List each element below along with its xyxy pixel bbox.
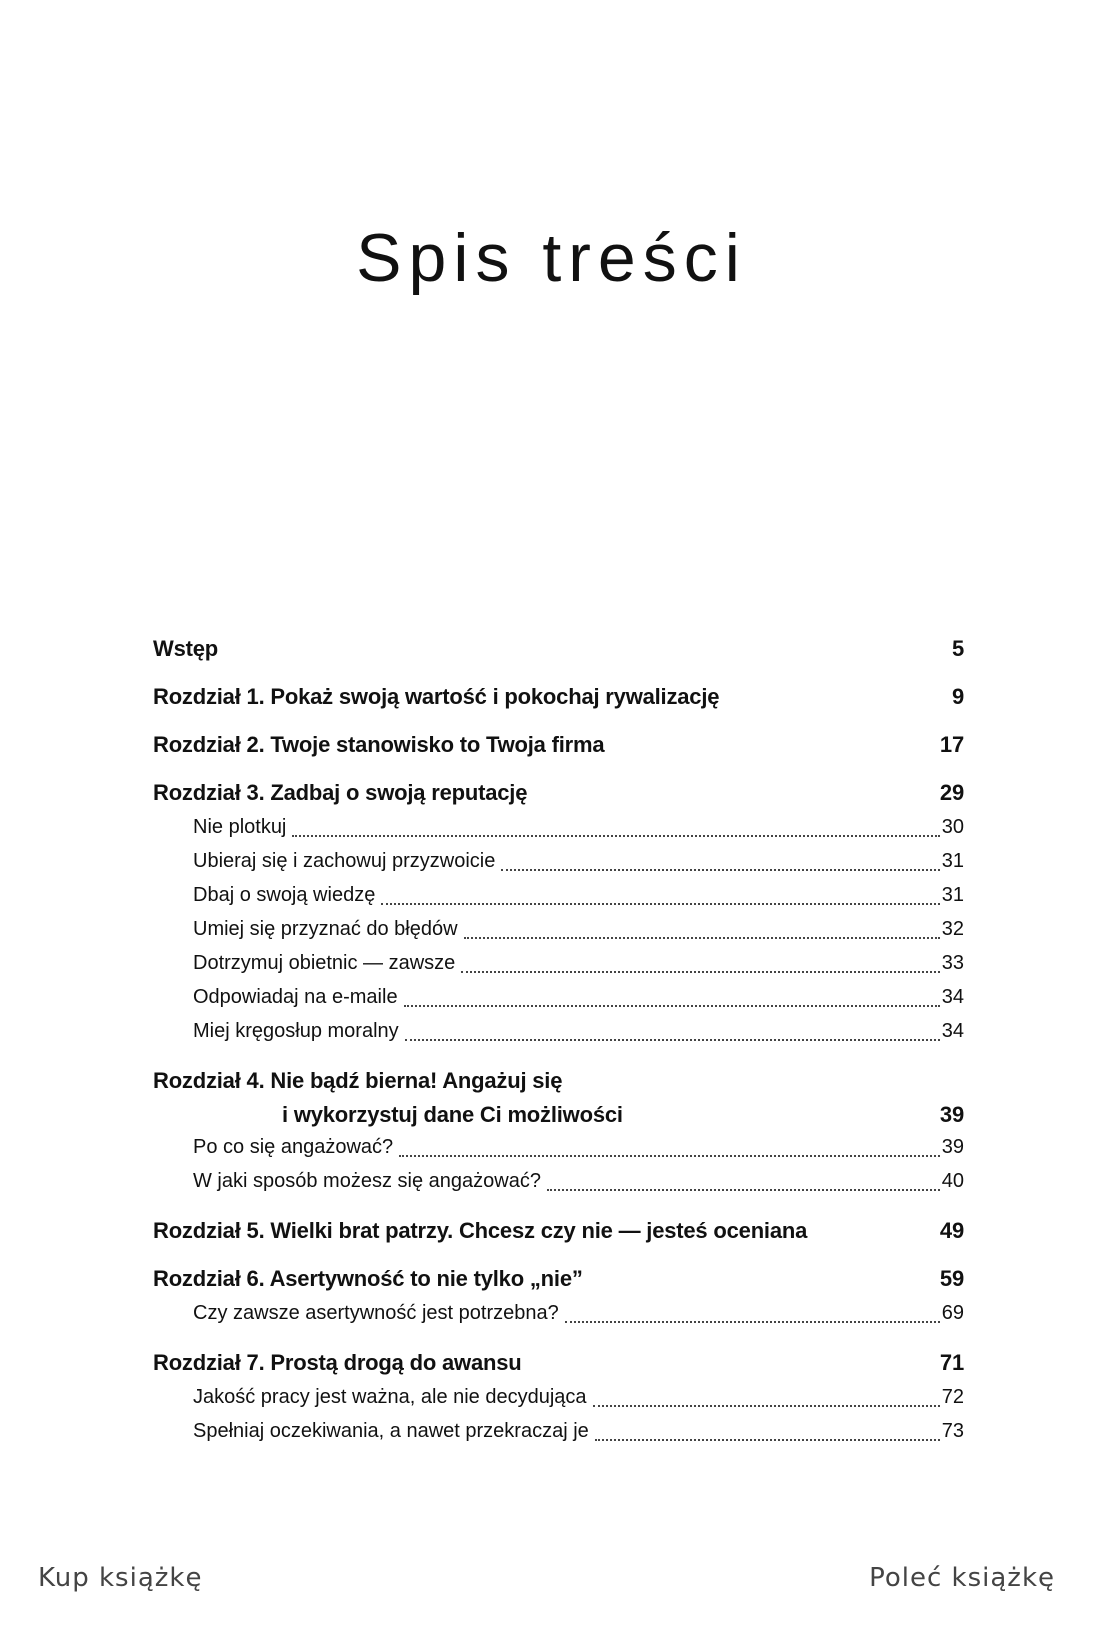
toc-section-page: 40 xyxy=(941,1170,964,1192)
dot-leader xyxy=(461,971,939,973)
toc-section-page: 39 xyxy=(941,1136,964,1158)
toc-section[interactable] xyxy=(193,914,964,944)
dot-leader xyxy=(381,903,939,905)
toc-section-page: 32 xyxy=(941,918,964,940)
toc-chapter-4[interactable] xyxy=(153,1064,964,1132)
toc-section-title: W jaki sposób możesz się angażować? xyxy=(193,1170,541,1192)
toc-chapter-title: Rozdział 1. Pokaż swoją wartość i pokochaj rywalizację xyxy=(153,684,720,709)
toc-chapter-title-continued: i wykorzystuj dane Ci możliwości xyxy=(282,1102,623,1127)
dot-leader xyxy=(405,1039,940,1041)
toc-section[interactable] xyxy=(193,1132,964,1162)
toc-chapter-3[interactable] xyxy=(153,776,964,810)
dot-leader xyxy=(464,937,940,939)
toc-chapter-page: 39 xyxy=(939,1102,964,1127)
dot-leader xyxy=(292,835,939,837)
toc-section-title: Spełniaj oczekiwania, a nawet przekraczaj je xyxy=(193,1420,589,1442)
toc-chapter-page: 9 xyxy=(951,684,964,709)
toc-section-title: Dotrzymuj obietnic — zawsze xyxy=(193,952,456,974)
toc-section[interactable] xyxy=(193,982,964,1012)
toc-section[interactable] xyxy=(193,948,964,978)
toc-section[interactable] xyxy=(193,880,964,910)
toc-section[interactable] xyxy=(193,1016,964,1046)
dot-leader xyxy=(565,1321,940,1323)
toc-section-title: Po co się angażować? xyxy=(193,1136,394,1158)
toc-chapter-1[interactable] xyxy=(153,680,964,714)
toc-section[interactable] xyxy=(193,846,964,876)
dot-leader xyxy=(547,1189,940,1191)
toc-section-title: Umiej się przyznać do błędów xyxy=(193,918,458,940)
toc-chapter-title: Rozdział 2. Twoje stanowisko to Twoja firma xyxy=(153,732,605,757)
recommend-book-link[interactable]: Poleć książkę xyxy=(869,1563,1055,1593)
toc-section-page: 30 xyxy=(941,816,964,838)
toc-chapter-page: 17 xyxy=(939,732,964,757)
toc-chapter-page: 71 xyxy=(939,1350,964,1375)
dot-leader xyxy=(404,1005,940,1007)
dot-leader xyxy=(593,1405,940,1407)
toc-chapter-title: Rozdział 7. Prostą drogą do awansu xyxy=(153,1350,522,1375)
toc-chapter-title: Rozdział 3. Zadbaj o swoją reputację xyxy=(153,780,528,805)
toc-chapter-title: Rozdział 5. Wielki brat patrzy. Chcesz czy nie — jesteś oceniana xyxy=(153,1218,808,1243)
toc-section-title: Dbaj o swoją wiedzę xyxy=(193,884,376,906)
toc-chapter-2[interactable] xyxy=(153,728,964,762)
toc-section-page: 69 xyxy=(941,1302,964,1324)
toc-section-title: Jakość pracy jest ważna, ale nie decydująca xyxy=(193,1386,587,1408)
toc-chapter-6[interactable] xyxy=(153,1262,964,1296)
toc-section-title: Czy zawsze asertywność jest potrzebna? xyxy=(193,1302,559,1324)
toc-section-title: Ubieraj się i zachowuj przyzwoicie xyxy=(193,850,496,872)
toc-chapter-title: Rozdział 6. Asertywność to nie tylko „nie” xyxy=(153,1266,583,1291)
toc-chapter-title: Wstęp xyxy=(153,636,219,661)
toc-chapter-7[interactable] xyxy=(153,1346,964,1380)
toc-section-page: 34 xyxy=(941,1020,964,1042)
toc-section-page: 31 xyxy=(941,850,964,872)
toc-chapter-page: 49 xyxy=(939,1218,964,1243)
toc-section-title: Odpowiadaj na e-maile xyxy=(193,986,398,1008)
toc-chapter-page: 59 xyxy=(939,1266,964,1291)
toc-chapter-page: 29 xyxy=(939,780,964,805)
dot-leader xyxy=(595,1439,940,1441)
toc-section-page: 73 xyxy=(941,1420,964,1442)
dot-leader xyxy=(399,1155,940,1157)
toc-chapter-page: 5 xyxy=(951,636,964,661)
toc-section-title: Nie plotkuj xyxy=(193,816,287,838)
dot-leader xyxy=(501,869,939,871)
toc-section-page: 33 xyxy=(941,952,964,974)
toc-chapter-intro[interactable] xyxy=(153,632,964,666)
buy-book-link[interactable]: Kup książkę xyxy=(38,1563,203,1593)
toc-section-page: 72 xyxy=(941,1386,964,1408)
toc-chapter-5[interactable] xyxy=(153,1214,964,1248)
toc-section[interactable] xyxy=(193,1382,964,1412)
toc-section-page: 34 xyxy=(941,986,964,1008)
toc-section-page: 31 xyxy=(941,884,964,906)
toc-section[interactable] xyxy=(193,1298,964,1328)
toc-section[interactable] xyxy=(193,1416,964,1446)
page-title: Spis treści xyxy=(356,220,747,296)
toc-section[interactable] xyxy=(193,812,964,842)
toc-section[interactable] xyxy=(193,1166,964,1196)
toc-chapter-title: Rozdział 4. Nie bądź bierna! Angażuj się xyxy=(153,1068,563,1093)
toc-section-title: Miej kręgosłup moralny xyxy=(193,1020,399,1042)
